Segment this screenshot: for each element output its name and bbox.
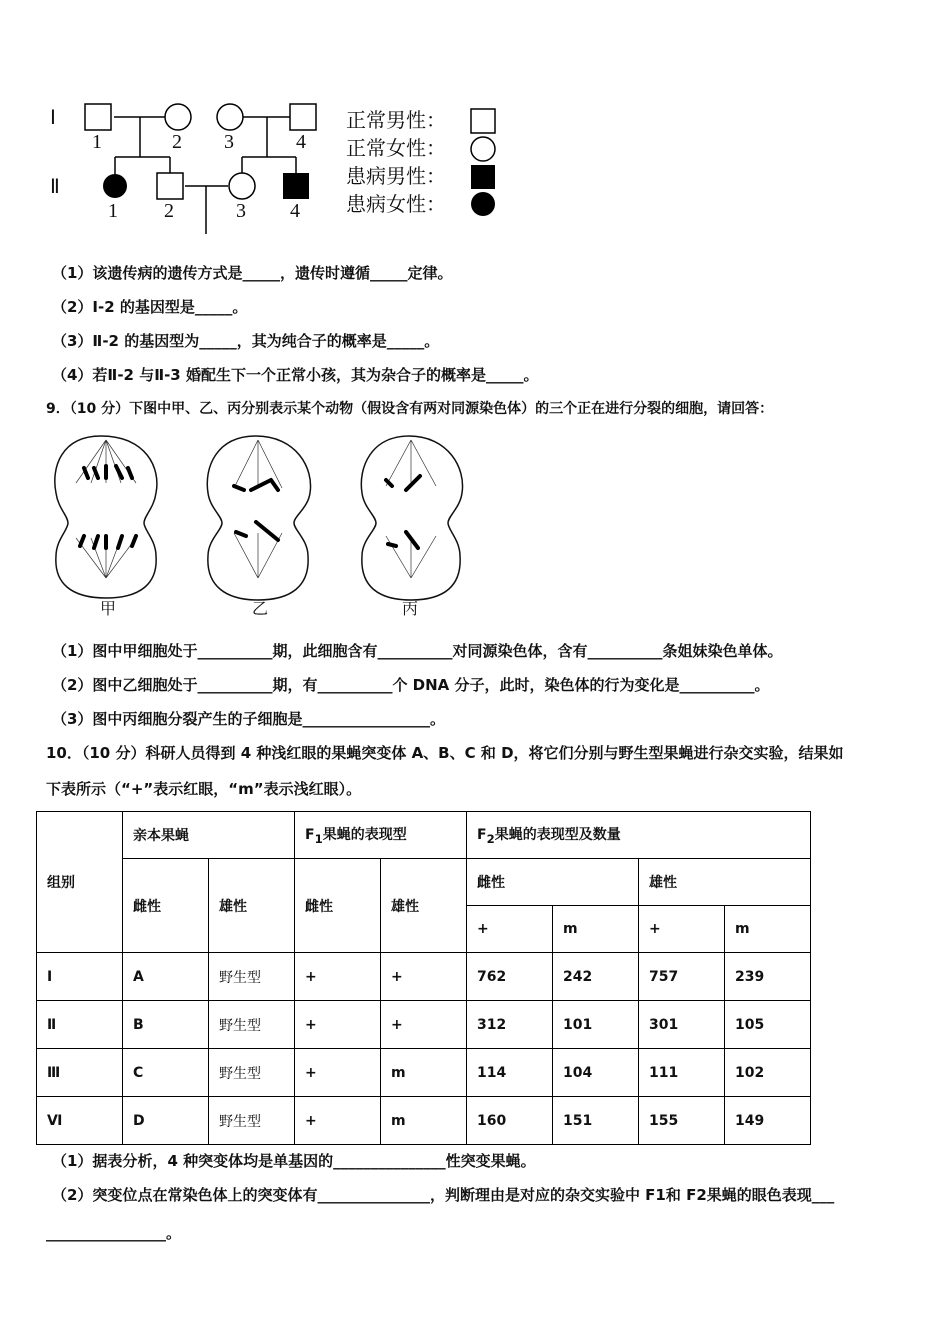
pedigree-i2-female bbox=[165, 104, 191, 130]
q10-line2: 下表所示（“+”表示红眼，“m”表示浅红眼）。 bbox=[46, 780, 362, 798]
cell-label-bing: 丙 bbox=[402, 599, 419, 618]
header-f2-female-m: m bbox=[553, 906, 639, 953]
q10-sub1: （1）据表分析，4 种突变体均是单基因的_______________性突变果蝇。 bbox=[52, 1152, 536, 1170]
cell-f2-male-plus: 111 bbox=[639, 1049, 725, 1097]
legend-square-filled-icon bbox=[471, 165, 495, 189]
gen-label-ii: Ⅱ bbox=[50, 176, 60, 198]
cell-f1-male: + bbox=[381, 953, 467, 1001]
pedigree-i4-male bbox=[290, 104, 316, 130]
chromosome-mark bbox=[386, 476, 420, 490]
header-group: 组别 bbox=[37, 812, 123, 953]
cell-f2-female-m: 151 bbox=[553, 1097, 639, 1145]
header-f2-female-plus: + bbox=[467, 906, 553, 953]
cell-f2-male-m: 105 bbox=[725, 1001, 811, 1049]
cell-f2-male-m: 149 bbox=[725, 1097, 811, 1145]
cell-label-jia: 甲 bbox=[100, 599, 117, 618]
cell-group: Ⅰ bbox=[37, 953, 123, 1001]
cell-group: Ⅱ bbox=[37, 1001, 123, 1049]
cell-bing-outline bbox=[361, 436, 462, 600]
q8-sub3: （3）Ⅱ-2 的基因型为_____，其为纯合子的概率是_____。 bbox=[52, 332, 440, 350]
q9-sub1: （1）图中甲细胞处于__________期，此细胞含有__________对同源染色体，含有__________条姐妹染色单体。 bbox=[52, 642, 783, 660]
chromosome-mark bbox=[80, 536, 136, 548]
pedigree-ii3-female bbox=[229, 173, 255, 199]
gen2-num-3: 3 bbox=[236, 200, 246, 222]
pedigree-ii2-male bbox=[157, 173, 183, 199]
pedigree-i1-male bbox=[85, 104, 111, 130]
header-f2-male-plus: + bbox=[639, 906, 725, 953]
q10-sub2-cont: ________________。 bbox=[46, 1224, 182, 1242]
pedigree-ii4-affected-male bbox=[283, 173, 309, 199]
cell-f2-female-plus: 114 bbox=[467, 1049, 553, 1097]
chromosome-mark bbox=[234, 480, 278, 490]
gen1-num-3: 3 bbox=[224, 131, 234, 153]
cell-parent-female: A bbox=[123, 953, 209, 1001]
cell-f2-male-plus: 301 bbox=[639, 1001, 725, 1049]
cell-f2-male-plus: 155 bbox=[639, 1097, 725, 1145]
legend-normal-female-label: 正常女性： bbox=[346, 136, 446, 160]
q9-title: 9．（10 分）下图中甲、乙、丙分别表示某个动物（假设含有两对同源染色体）的三个正在进行分裂的细胞，请回答： bbox=[46, 401, 774, 417]
table-row bbox=[37, 1049, 811, 1097]
cell-parent-male: 野生型 bbox=[209, 1001, 295, 1049]
header-f2-male: 雄性 bbox=[639, 859, 811, 906]
cell-f1-male: m bbox=[381, 1049, 467, 1097]
header-f1-female: 雌性 bbox=[295, 859, 381, 953]
q9-sub3: （3）图中丙细胞分裂产生的子细胞是_________________。 bbox=[52, 710, 445, 728]
cell-f2-male-plus: 757 bbox=[639, 953, 725, 1001]
legend-affected-female-label: 患病女性： bbox=[346, 192, 446, 216]
chromosome-mark bbox=[84, 466, 132, 478]
q10-line1: 10．（10 分）科研人员得到 4 种浅红眼的果蝇突变体 A、B、C 和 D，将它们分别与野生型果蝇进行杂交实验，结果如 bbox=[46, 744, 844, 762]
cell-parent-male: 野生型 bbox=[209, 1049, 295, 1097]
legend-square-open-icon bbox=[471, 109, 495, 133]
cell-division-figure bbox=[46, 428, 486, 618]
pedigree-chart bbox=[40, 92, 520, 242]
cell-f2-female-m: 101 bbox=[553, 1001, 639, 1049]
gen2-num-1: 1 bbox=[108, 200, 118, 222]
cell-f2-female-plus: 312 bbox=[467, 1001, 553, 1049]
cell-f2-female-m: 104 bbox=[553, 1049, 639, 1097]
cell-f1-female: + bbox=[295, 953, 381, 1001]
results-table bbox=[36, 811, 811, 1145]
table-row bbox=[37, 953, 811, 1001]
gen1-num-4: 4 bbox=[296, 131, 306, 153]
gen2-num-2: 2 bbox=[164, 200, 174, 222]
cell-f1-female: + bbox=[295, 1097, 381, 1145]
chromosome-mark bbox=[236, 522, 278, 540]
legend-affected-male-label: 患病男性： bbox=[346, 164, 446, 188]
legend-normal-male-label: 正常男性： bbox=[346, 108, 446, 132]
cell-f2-male-m: 102 bbox=[725, 1049, 811, 1097]
chromosome-mark bbox=[388, 532, 418, 548]
gen1-num-2: 2 bbox=[172, 131, 182, 153]
cell-f2-male-m: 239 bbox=[725, 953, 811, 1001]
cell-f1-female: + bbox=[295, 1049, 381, 1097]
cell-parent-male: 野生型 bbox=[209, 1097, 295, 1145]
legend-circle-open-icon bbox=[471, 137, 495, 161]
cell-group: Ⅵ bbox=[37, 1097, 123, 1145]
cell-parent-male: 野生型 bbox=[209, 953, 295, 1001]
pedigree-i3-female bbox=[217, 104, 243, 130]
header-parent-male: 雄性 bbox=[209, 859, 295, 953]
legend-circle-filled-icon bbox=[471, 192, 495, 216]
q9-sub2: （2）图中乙细胞处于__________期，有__________个 DNA 分子，此时，染色体的行为变化是__________。 bbox=[52, 676, 770, 694]
header-f2: $F_2$果蝇的表现型及数量 bbox=[467, 812, 811, 859]
header-f1: $F_1$果蝇的表现型 bbox=[295, 812, 467, 859]
header-f1-male: 雄性 bbox=[381, 859, 467, 953]
gen2-num-4: 4 bbox=[290, 200, 300, 222]
q8-sub2: （2）Ⅰ-2 的基因型是_____。 bbox=[52, 298, 248, 316]
pedigree-ii1-affected-female bbox=[103, 174, 127, 198]
q8-sub4: （4）若Ⅱ-2 与Ⅱ-3 婚配生下一个正常小孩，其为杂合子的概率是_____。 bbox=[52, 366, 539, 384]
cell-yi-outline bbox=[207, 436, 310, 600]
cell-label-yi: 乙 bbox=[252, 599, 269, 618]
gen1-num-1: 1 bbox=[92, 131, 102, 153]
cell-parent-female: D bbox=[123, 1097, 209, 1145]
cell-f2-female-plus: 762 bbox=[467, 953, 553, 1001]
header-f2-male-m: m bbox=[725, 906, 811, 953]
table-row bbox=[37, 1001, 811, 1049]
table-row bbox=[37, 1097, 811, 1145]
cell-parent-female: C bbox=[123, 1049, 209, 1097]
cell-f1-male: + bbox=[381, 1001, 467, 1049]
header-parent-female: 雌性 bbox=[123, 859, 209, 953]
cell-f1-female: + bbox=[295, 1001, 381, 1049]
header-parents: 亲本果蝇 bbox=[123, 812, 295, 859]
q8-sub1: （1）该遗传病的遗传方式是_____，遗传时遵循_____定律。 bbox=[52, 264, 453, 282]
header-f2-female: 雌性 bbox=[467, 859, 639, 906]
cell-group: Ⅲ bbox=[37, 1049, 123, 1097]
q10-sub2: （2）突变位点在常染色体上的突变体有_______________，判断理由是对应的杂交实验中 F1和 F2果蝇的眼色表现___ bbox=[52, 1186, 835, 1204]
gen-label-i: Ⅰ bbox=[50, 107, 56, 129]
cell-parent-female: B bbox=[123, 1001, 209, 1049]
cell-f1-male: m bbox=[381, 1097, 467, 1145]
cell-f2-female-m: 242 bbox=[553, 953, 639, 1001]
cell-f2-female-plus: 160 bbox=[467, 1097, 553, 1145]
